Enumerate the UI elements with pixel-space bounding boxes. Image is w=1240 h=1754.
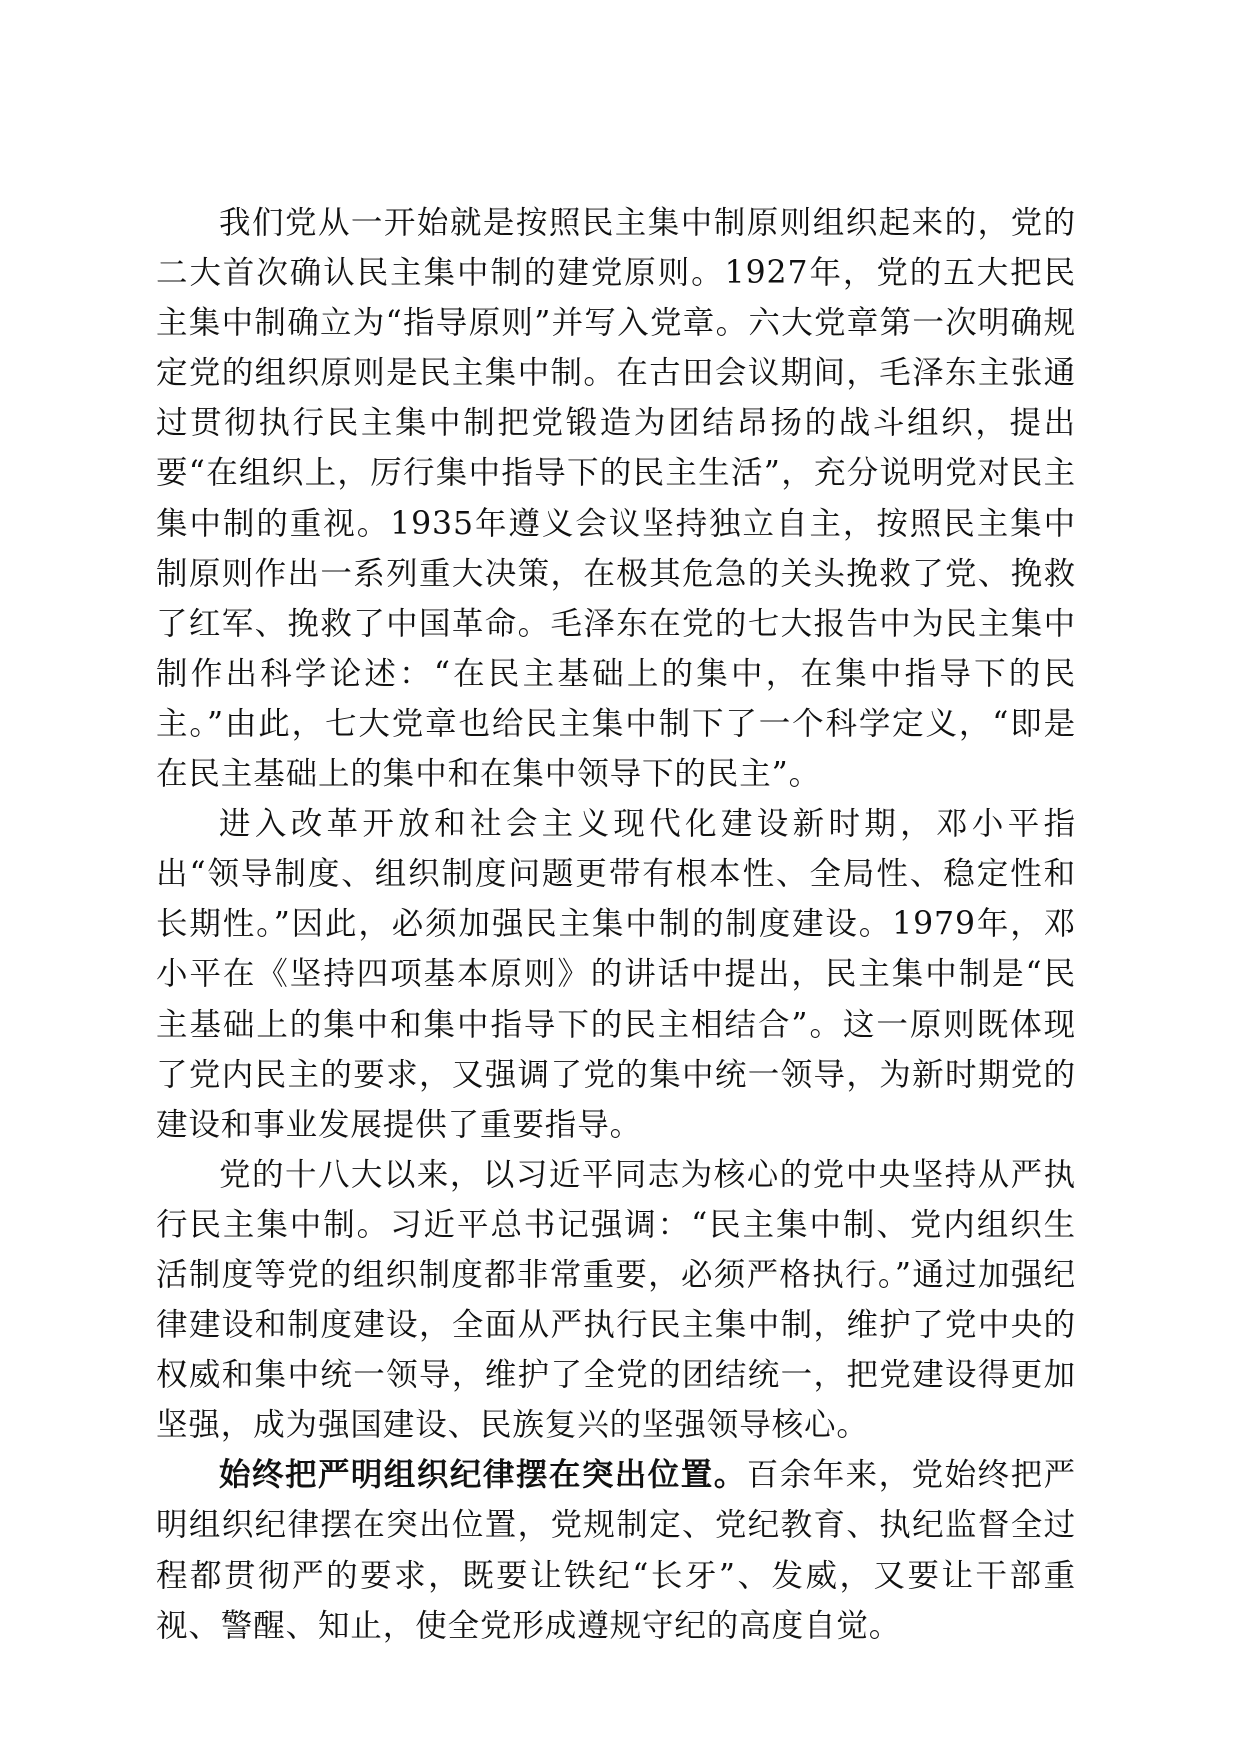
paragraph-text: 进入改革开放和社会主义现代化建设新时期，邓小平指出“领导制度、组织制度问题更带有根本性、全局性、稳定性和长期性。”因此，必须加强民主集中制的制度建设。1979年，邓小平在《坚持四项基本原则》的讲话中提出，民主集中制是“民主基础上的集中和集中指导下的民主相结合”。这一原则既体现了党内民主的要求，又强调了党的集中统一领导，为新时期党的建设和事业发展提供了重要指导。 <box>156 806 1076 1143</box>
paragraph-eighteenth-congress <box>156 1150 1076 1451</box>
paragraph-text: 百余年来，党始终把严明组织纪律摆在突出位置，党规制定、党纪教育、执纪监督全过程都贯彻严的要求，既要让铁纪“长牙”、发威，又要让干部重视、警醒、知止，使全党形成遵规守纪的高度自觉。 <box>156 1457 1076 1644</box>
paragraph-reform-era <box>156 799 1076 1150</box>
document-body <box>156 198 1076 1651</box>
paragraph-democratic-centralism-history <box>156 198 1076 799</box>
paragraph-text: 我们党从一开始就是按照民主集中制原则组织起来的，党的二大首次确认民主集中制的建党原则。1927年，党的五大把民主集中制确立为“指导原则”并写入党章。六大党章第一次明确规定党的组织原则是民主集中制。在古田会议期间，毛泽东主张通过贯彻执行民主集中制把党锻造为团结昂扬的战斗组织，提出要“在组织上，厉行集中指导下的民主生活”，充分说明党对民主集中制的重视。1935年遵义会议坚持独立自主，按照民主集中制原则作出一系列重大决策，在极其危急的关头挽救了党、挽救了红军、挽救了中国革命。毛泽东在党的七大报告中为民主集中制作出科学论述：“在民主基础上的集中，在集中指导下的民主。”由此，七大党章也给民主集中制下了一个科学定义，“即是在民主基础上的集中和在集中领导下的民主”。 <box>156 205 1076 793</box>
paragraph-organizational-discipline <box>156 1450 1076 1650</box>
paragraph-text: 党的十八大以来，以习近平同志为核心的党中央坚持从严执行民主集中制。习近平总书记强调：“民主集中制、党内组织生活制度等党的组织制度都非常重要，必须严格执行。”通过加强纪律建设和制度建设，全面从严执行民主集中制，维护了党中央的权威和集中统一领导，维护了全党的团结统一，把党建设得更加坚强，成为强国建设、民族复兴的坚强领导核心。 <box>156 1156 1076 1444</box>
paragraph-lead-heading: 始终把严明组织纪律摆在突出位置。 <box>219 1456 747 1494</box>
